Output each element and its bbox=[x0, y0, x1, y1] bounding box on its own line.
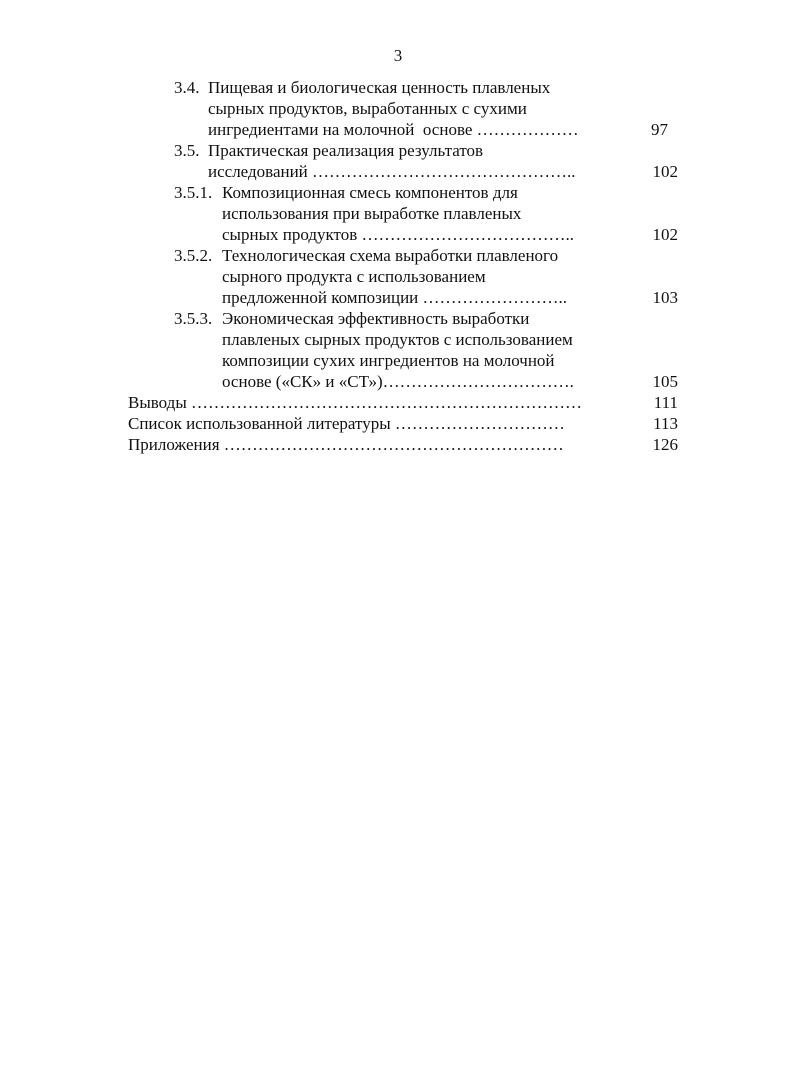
toc-entry-page: 111 bbox=[653, 393, 678, 412]
page-number: 3 bbox=[393, 46, 403, 65]
toc-entry-line: Приложения …………………………………………………… bbox=[128, 435, 564, 454]
toc-entry-line: композиции сухих ингредиентов на молочной bbox=[222, 351, 555, 370]
toc-entry-page: 102 bbox=[652, 225, 678, 244]
toc-entry-line: сырного продукта с использованием bbox=[222, 267, 486, 286]
toc-entry-page: 126 bbox=[652, 435, 678, 454]
toc-entry-page: 113 bbox=[653, 414, 678, 433]
toc-entry-page: 103 bbox=[652, 288, 678, 307]
toc-entry-page: 105 bbox=[652, 372, 678, 391]
toc-entry-number: 3.5. bbox=[174, 141, 200, 160]
toc-entry-line: Список использованной литературы ………………………… bbox=[128, 414, 565, 433]
toc-entry-line: Композиционная смесь компонентов для bbox=[222, 183, 518, 202]
toc-entry-line: Выводы …………………………………………………………… bbox=[128, 393, 583, 412]
toc-entry-line: сырных продуктов ……………………………….. bbox=[222, 225, 575, 244]
toc-entry-line: ингредиентами на молочной основе ……………… bbox=[208, 120, 579, 139]
toc-entry-page: 102 bbox=[652, 162, 678, 181]
toc-entry-page: 97 bbox=[651, 120, 668, 139]
toc-entry-line: сырных продуктов, выработанных с сухими bbox=[208, 99, 527, 118]
toc-entry-line: Пищевая и биологическая ценность плавленых bbox=[208, 78, 551, 97]
toc-entry-line: исследований ……………………………………….. bbox=[208, 162, 576, 181]
toc-entry-line: Практическая реализация результатов bbox=[208, 141, 484, 160]
toc-entry-line: плавленых сырных продуктов с использованием bbox=[222, 330, 573, 349]
toc-entry-line: предложенной композиции …………………….. bbox=[222, 288, 568, 307]
toc-entry-number: 3.5.1. bbox=[174, 183, 213, 202]
toc-entry-line: Технологическая схема выработки плавленого bbox=[222, 246, 559, 265]
toc-entry-number: 3.5.2. bbox=[174, 246, 213, 265]
toc-entry-number: 3.5.3. bbox=[174, 309, 213, 328]
toc-entry-number: 3.4. bbox=[174, 78, 200, 97]
toc-entry-line: использования при выработке плавленых bbox=[222, 204, 522, 223]
toc-entry-line: основе («СК» и «СТ»)……………………………. bbox=[222, 372, 574, 391]
toc-entry-line: Экономическая эффективность выработки bbox=[222, 309, 530, 328]
